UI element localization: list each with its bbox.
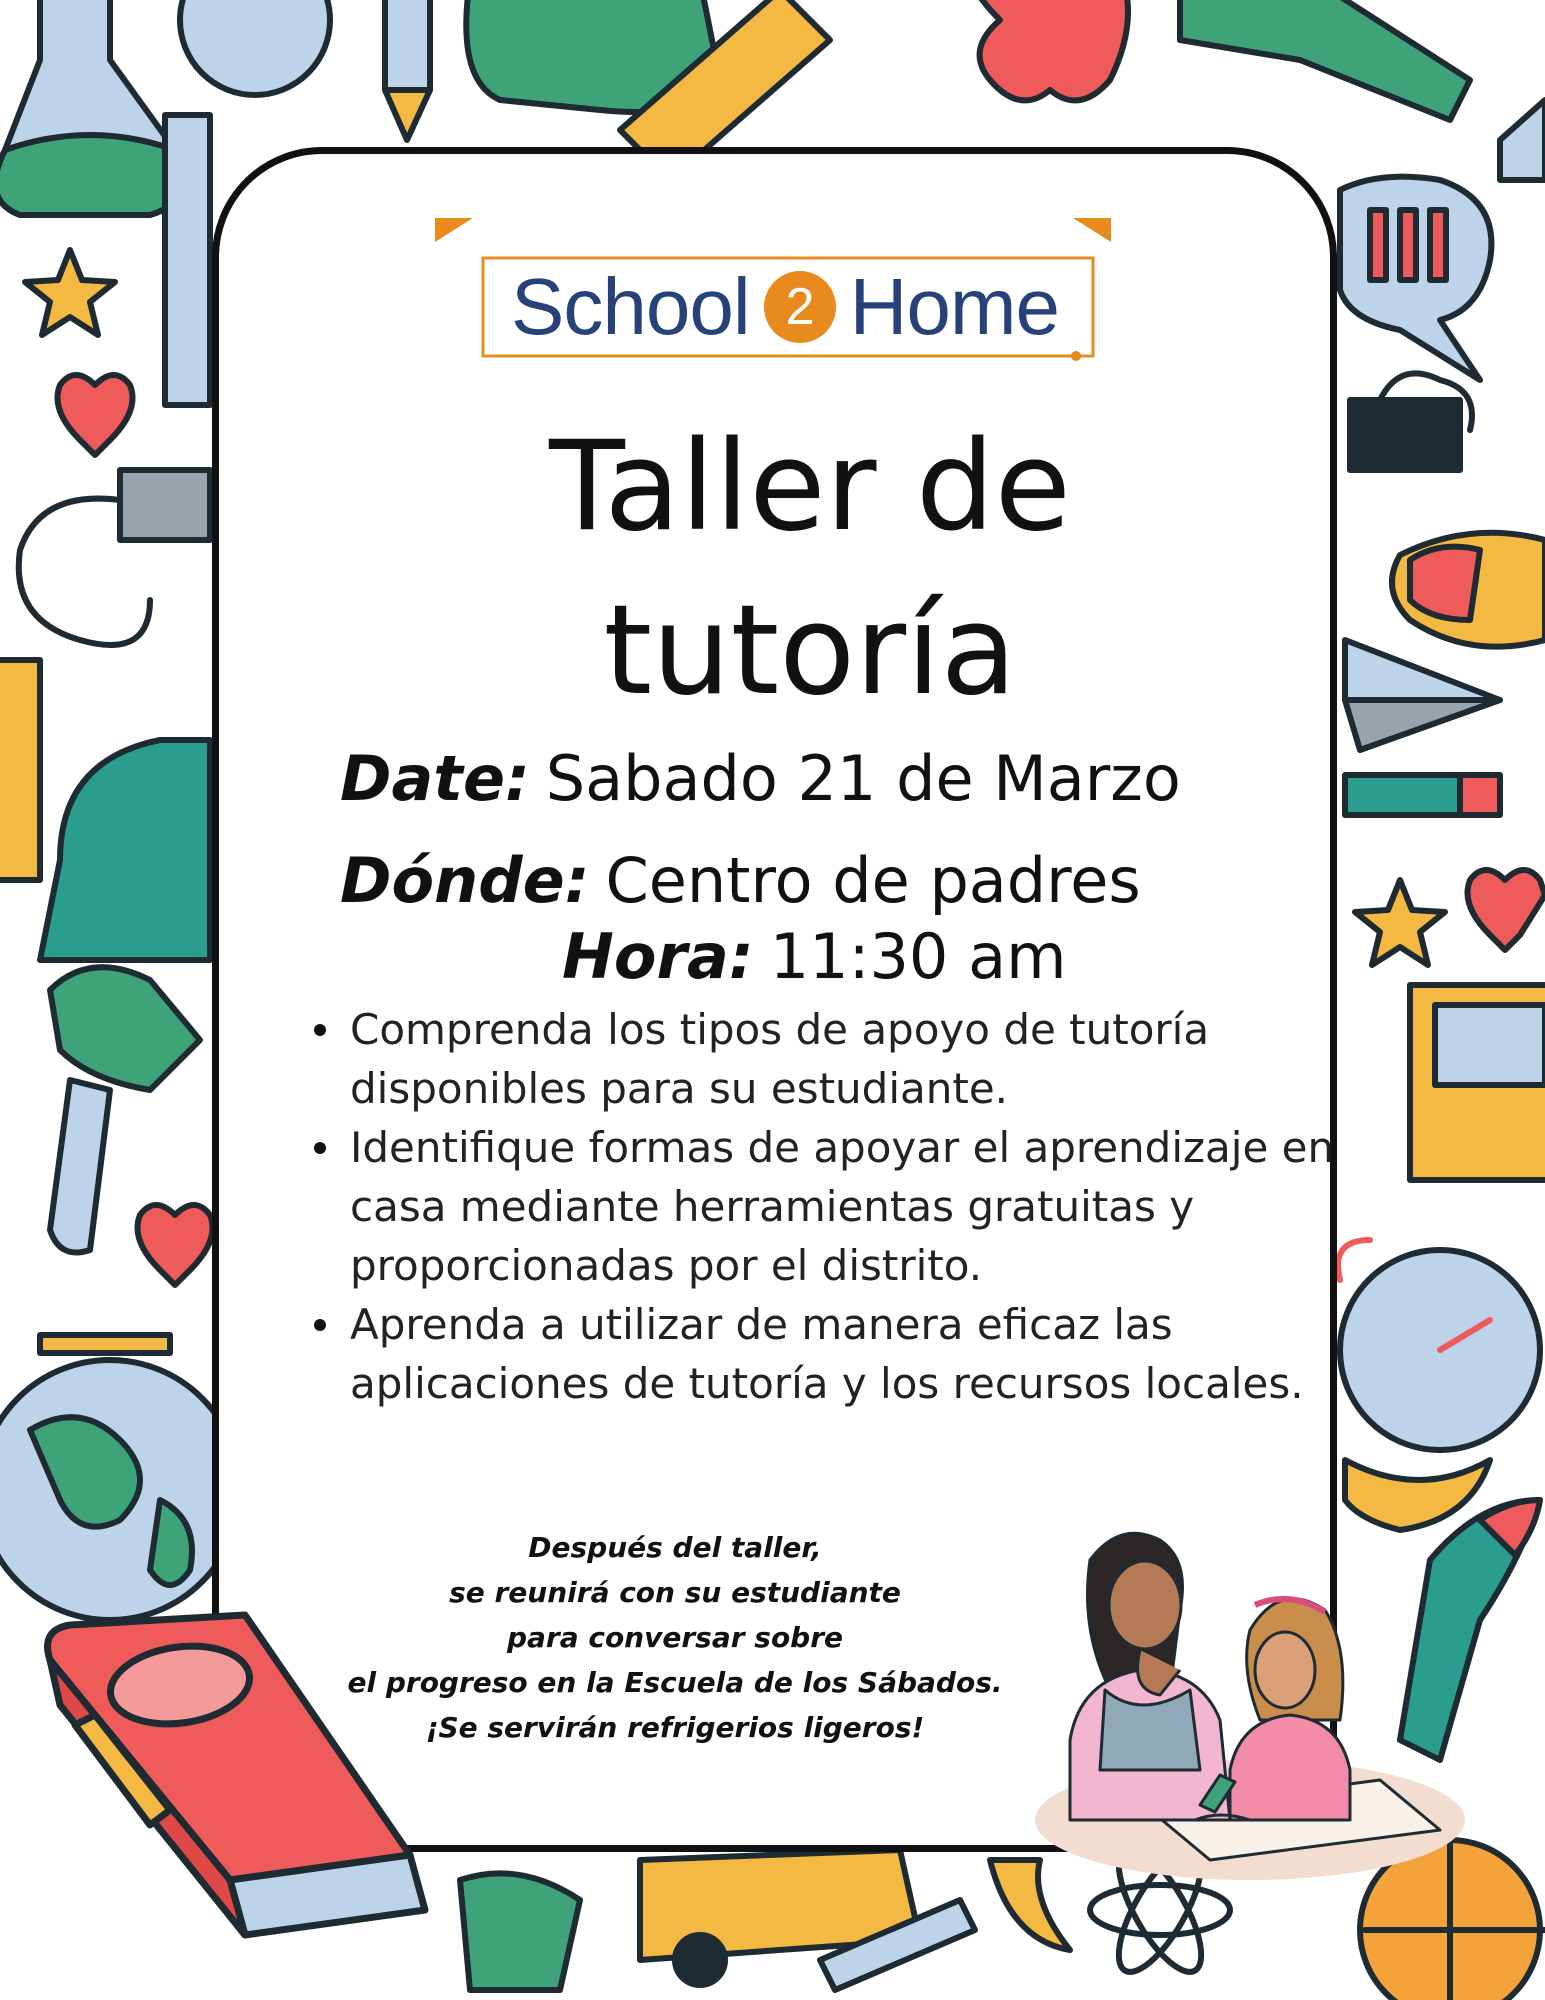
globe-icon	[180, 0, 330, 95]
workshop-objectives-list	[300, 1000, 1350, 1413]
location-value: Centro de padres	[605, 844, 1141, 917]
calculator-icon	[1410, 985, 1545, 1180]
football-icon	[1392, 533, 1545, 647]
star-icon	[1355, 880, 1445, 965]
apple-icon	[973, 0, 1128, 100]
objective-item: Comprenda los tipos de apoyo de tutoría disponibles para su estudiante.	[350, 1000, 1350, 1118]
pencil-icon	[1345, 775, 1500, 815]
heart-icon	[58, 375, 133, 455]
heart-icon	[138, 1205, 213, 1285]
flask-icon	[460, 1873, 580, 1990]
pencil-icon	[0, 660, 40, 880]
date-label: Date:	[340, 742, 530, 815]
closing-line: para conversar sobre	[506, 1621, 844, 1654]
location-label: Dónde:	[340, 844, 590, 917]
closing-line: Después del taller,	[528, 1531, 822, 1564]
logo-text-home: Home	[849, 262, 1059, 351]
title-line-1: Taller de	[549, 415, 1071, 559]
protractor-icon	[40, 740, 210, 960]
objective-item: Identifique formas de apoyar el aprendizaje en casa mediante herramientas gratuitas y proporcionadas por el distrito.	[350, 1118, 1350, 1295]
star-icon	[25, 250, 115, 335]
teacher-and-student-illustration	[1020, 1520, 1470, 1890]
logo-text-school: School	[510, 262, 750, 351]
closing-line: se reunirá con su estudiante	[449, 1576, 901, 1609]
flask-icon	[0, 0, 183, 215]
pencil-icon	[385, 0, 430, 140]
date-value: Sabado 21 de Marzo	[545, 742, 1181, 815]
closing-line: el progreso en la Escuela de los Sábados.	[347, 1666, 1003, 1699]
date-line	[340, 742, 1181, 815]
time-value: 11:30 am	[769, 920, 1067, 993]
time-line	[562, 920, 1066, 993]
title-line-2: tutoría	[603, 579, 1017, 723]
heart-icon	[1468, 870, 1545, 950]
ruler-icon	[165, 115, 210, 405]
logo-number-badge: 2	[764, 271, 836, 343]
closing-line: ¡Se servirán refrigerios ligeros!	[425, 1711, 925, 1744]
charger-icon	[120, 470, 210, 540]
page-title	[250, 405, 1370, 733]
location-line	[340, 844, 1141, 917]
objective-item: Aprenda a utilizar de manera eficaz las aplicaciones de tutoría y los recursos locales.	[350, 1295, 1350, 1413]
flask-icon	[1180, 0, 1470, 120]
alarm-clock-icon	[1338, 1240, 1540, 1450]
time-label: Hora:	[562, 920, 754, 993]
house-icon	[1500, 100, 1545, 180]
globe-icon	[0, 1335, 240, 1620]
school2home-logo	[505, 262, 1065, 352]
book-icon	[30, 1610, 430, 1940]
